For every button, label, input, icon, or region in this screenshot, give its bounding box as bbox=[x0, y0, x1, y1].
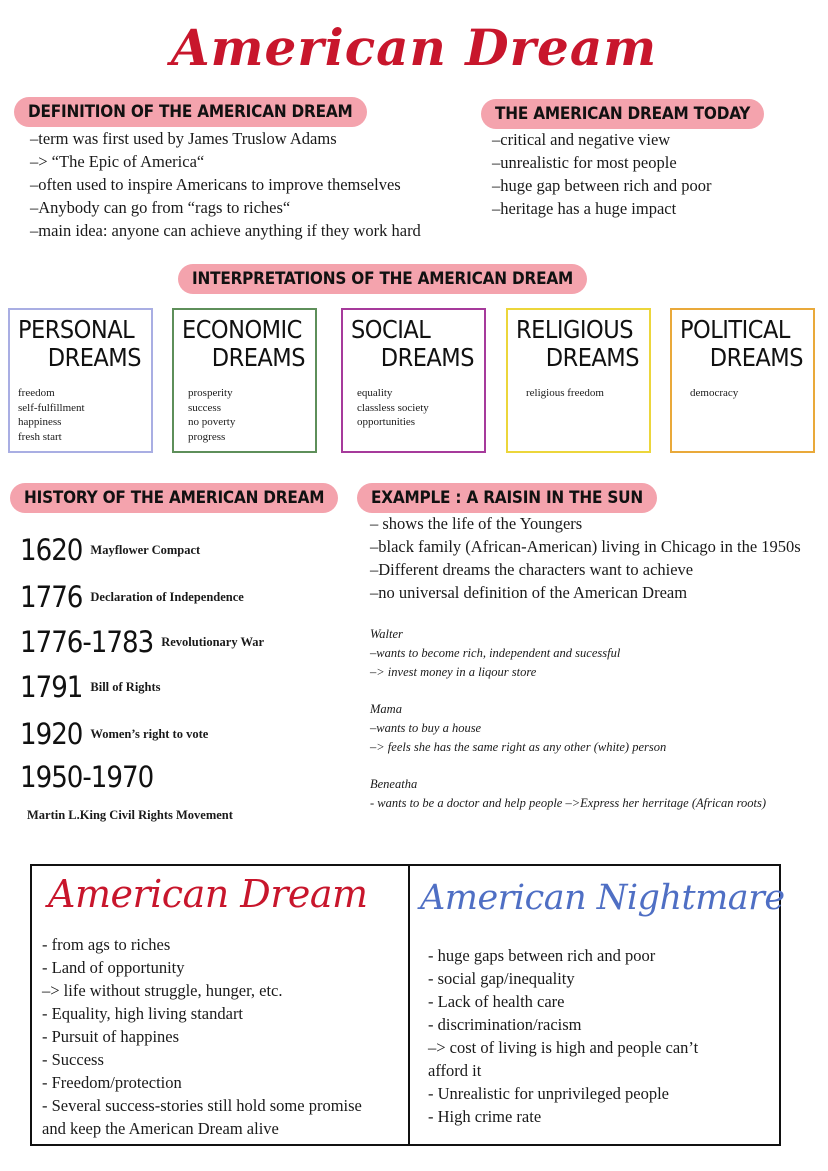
dream-list bbox=[42, 933, 362, 1140]
definition-line: –term was first used by James Truslow Adams bbox=[30, 129, 337, 148]
box-items: democracy bbox=[690, 387, 739, 399]
character-mama bbox=[370, 700, 666, 757]
definition-line: –often used to inspire Americans to improve themselves bbox=[30, 175, 401, 194]
box-items: equality classless society opportunities bbox=[357, 387, 429, 428]
example-line: –black family (African-American) living in Chicago in the 1950s bbox=[370, 537, 801, 556]
comparison-table bbox=[30, 864, 785, 1146]
box-title: PERSONAL DREAMS bbox=[18, 315, 141, 372]
history-event: 1920 Women’s right to vote bbox=[20, 717, 209, 751]
dream-heading: American Dream bbox=[48, 872, 368, 916]
dream-line: - from ags to riches bbox=[42, 935, 171, 954]
character-line: –> invest money in a liqour store bbox=[370, 665, 537, 679]
interpretation-box-personal bbox=[8, 308, 153, 453]
today-heading: THE AMERICAN DREAM TODAY bbox=[481, 99, 764, 129]
definition-line: –> “The Epic of America“ bbox=[30, 152, 205, 171]
definition-list bbox=[30, 127, 421, 242]
dream-line: –> life without struggle, hunger, etc. bbox=[42, 981, 283, 1000]
page-title: American Dream bbox=[170, 18, 658, 77]
nightmare-line: - Unrealistic for unprivileged people bbox=[428, 1084, 669, 1103]
interpretation-box-social bbox=[341, 308, 486, 453]
today-line: –heritage has a huge impact bbox=[492, 199, 677, 218]
history-event: 1776 Declaration of Independence bbox=[20, 580, 244, 614]
interpretations-heading: INTERPRETATIONS OF THE AMERICAN DREAM bbox=[178, 264, 587, 294]
history-event: 1620 Mayflower Compact bbox=[20, 533, 201, 567]
history-heading: HISTORY OF THE AMERICAN DREAM bbox=[10, 483, 338, 513]
nightmare-list bbox=[428, 944, 698, 1128]
character-name: Beneatha bbox=[370, 777, 418, 791]
definition-line: –main idea: anyone can achieve anything if they work hard bbox=[30, 221, 421, 240]
box-items: freedom self-fulfillment happiness fresh start bbox=[18, 387, 85, 443]
comparison-divider bbox=[408, 866, 410, 1144]
example-line: –no universal definition of the American Dream bbox=[370, 583, 688, 602]
nightmare-line: - High crime rate bbox=[428, 1107, 542, 1126]
today-line: –unrealistic for most people bbox=[492, 153, 677, 172]
history-event: 1950-1970 bbox=[20, 760, 154, 794]
box-title: RELIGIOUS DREAMS bbox=[516, 315, 639, 372]
nightmare-line: - discrimination/racism bbox=[428, 1015, 582, 1034]
interpretation-box-religious bbox=[506, 308, 651, 453]
character-line: –> feels she has the same right as any other (white) person bbox=[370, 740, 667, 754]
example-line: – shows the life of the Youngers bbox=[370, 514, 583, 533]
dream-line: - Freedom/protection bbox=[42, 1073, 182, 1092]
today-line: –huge gap between rich and poor bbox=[492, 176, 712, 195]
dream-line: - Several success-stories still hold some promise bbox=[42, 1096, 362, 1115]
character-beneatha bbox=[370, 775, 766, 813]
dream-line: - Success bbox=[42, 1050, 104, 1069]
box-title: POLITICAL DREAMS bbox=[680, 315, 803, 372]
character-name: Walter bbox=[370, 627, 403, 641]
nightmare-line: - Lack of health care bbox=[428, 992, 565, 1011]
example-list bbox=[370, 512, 801, 604]
character-line: –wants to buy a house bbox=[370, 721, 482, 735]
history-event: 1791 Bill of Rights bbox=[20, 670, 161, 704]
interpretation-box-political bbox=[670, 308, 815, 453]
nightmare-line: - social gap/inequality bbox=[428, 969, 575, 988]
history-event-detail: Martin L.King Civil Rights Movement bbox=[27, 807, 233, 822]
definition-line: –Anybody can go from “rags to riches“ bbox=[30, 198, 291, 217]
history-event: 1776-1783 Revolutionary War bbox=[20, 625, 265, 659]
character-name: Mama bbox=[370, 702, 402, 716]
definition-heading: DEFINITION OF THE AMERICAN DREAM bbox=[14, 97, 367, 127]
box-items: religious freedom bbox=[526, 387, 604, 399]
interpretation-box-economic bbox=[172, 308, 317, 453]
box-title: ECONOMIC DREAMS bbox=[182, 315, 305, 372]
today-line: –critical and negative view bbox=[492, 130, 671, 149]
example-line: –Different dreams the characters want to achieve bbox=[370, 560, 694, 579]
nightmare-heading: American Nightmare bbox=[420, 878, 785, 918]
dream-line: and keep the American Dream alive bbox=[42, 1119, 279, 1138]
nightmare-line: afford it bbox=[428, 1061, 482, 1080]
box-items: prosperity success no poverty progress bbox=[188, 387, 236, 443]
box-title: SOCIAL DREAMS bbox=[351, 315, 474, 372]
nightmare-line: –> cost of living is high and people can’t bbox=[428, 1038, 699, 1057]
today-list bbox=[492, 128, 711, 220]
nightmare-line: - huge gaps between rich and poor bbox=[428, 946, 656, 965]
dream-line: - Pursuit of happines bbox=[42, 1027, 180, 1046]
dream-line: - Land of opportunity bbox=[42, 958, 185, 977]
character-line: –wants to become rich, independent and sucessful bbox=[370, 646, 621, 660]
character-line: - wants to be a doctor and help people –>Express her herritage (African roots) bbox=[370, 796, 766, 810]
example-heading: EXAMPLE : A RAISIN IN THE SUN bbox=[357, 483, 657, 513]
dream-line: - Equality, high living standart bbox=[42, 1004, 244, 1023]
character-walter bbox=[370, 625, 620, 682]
